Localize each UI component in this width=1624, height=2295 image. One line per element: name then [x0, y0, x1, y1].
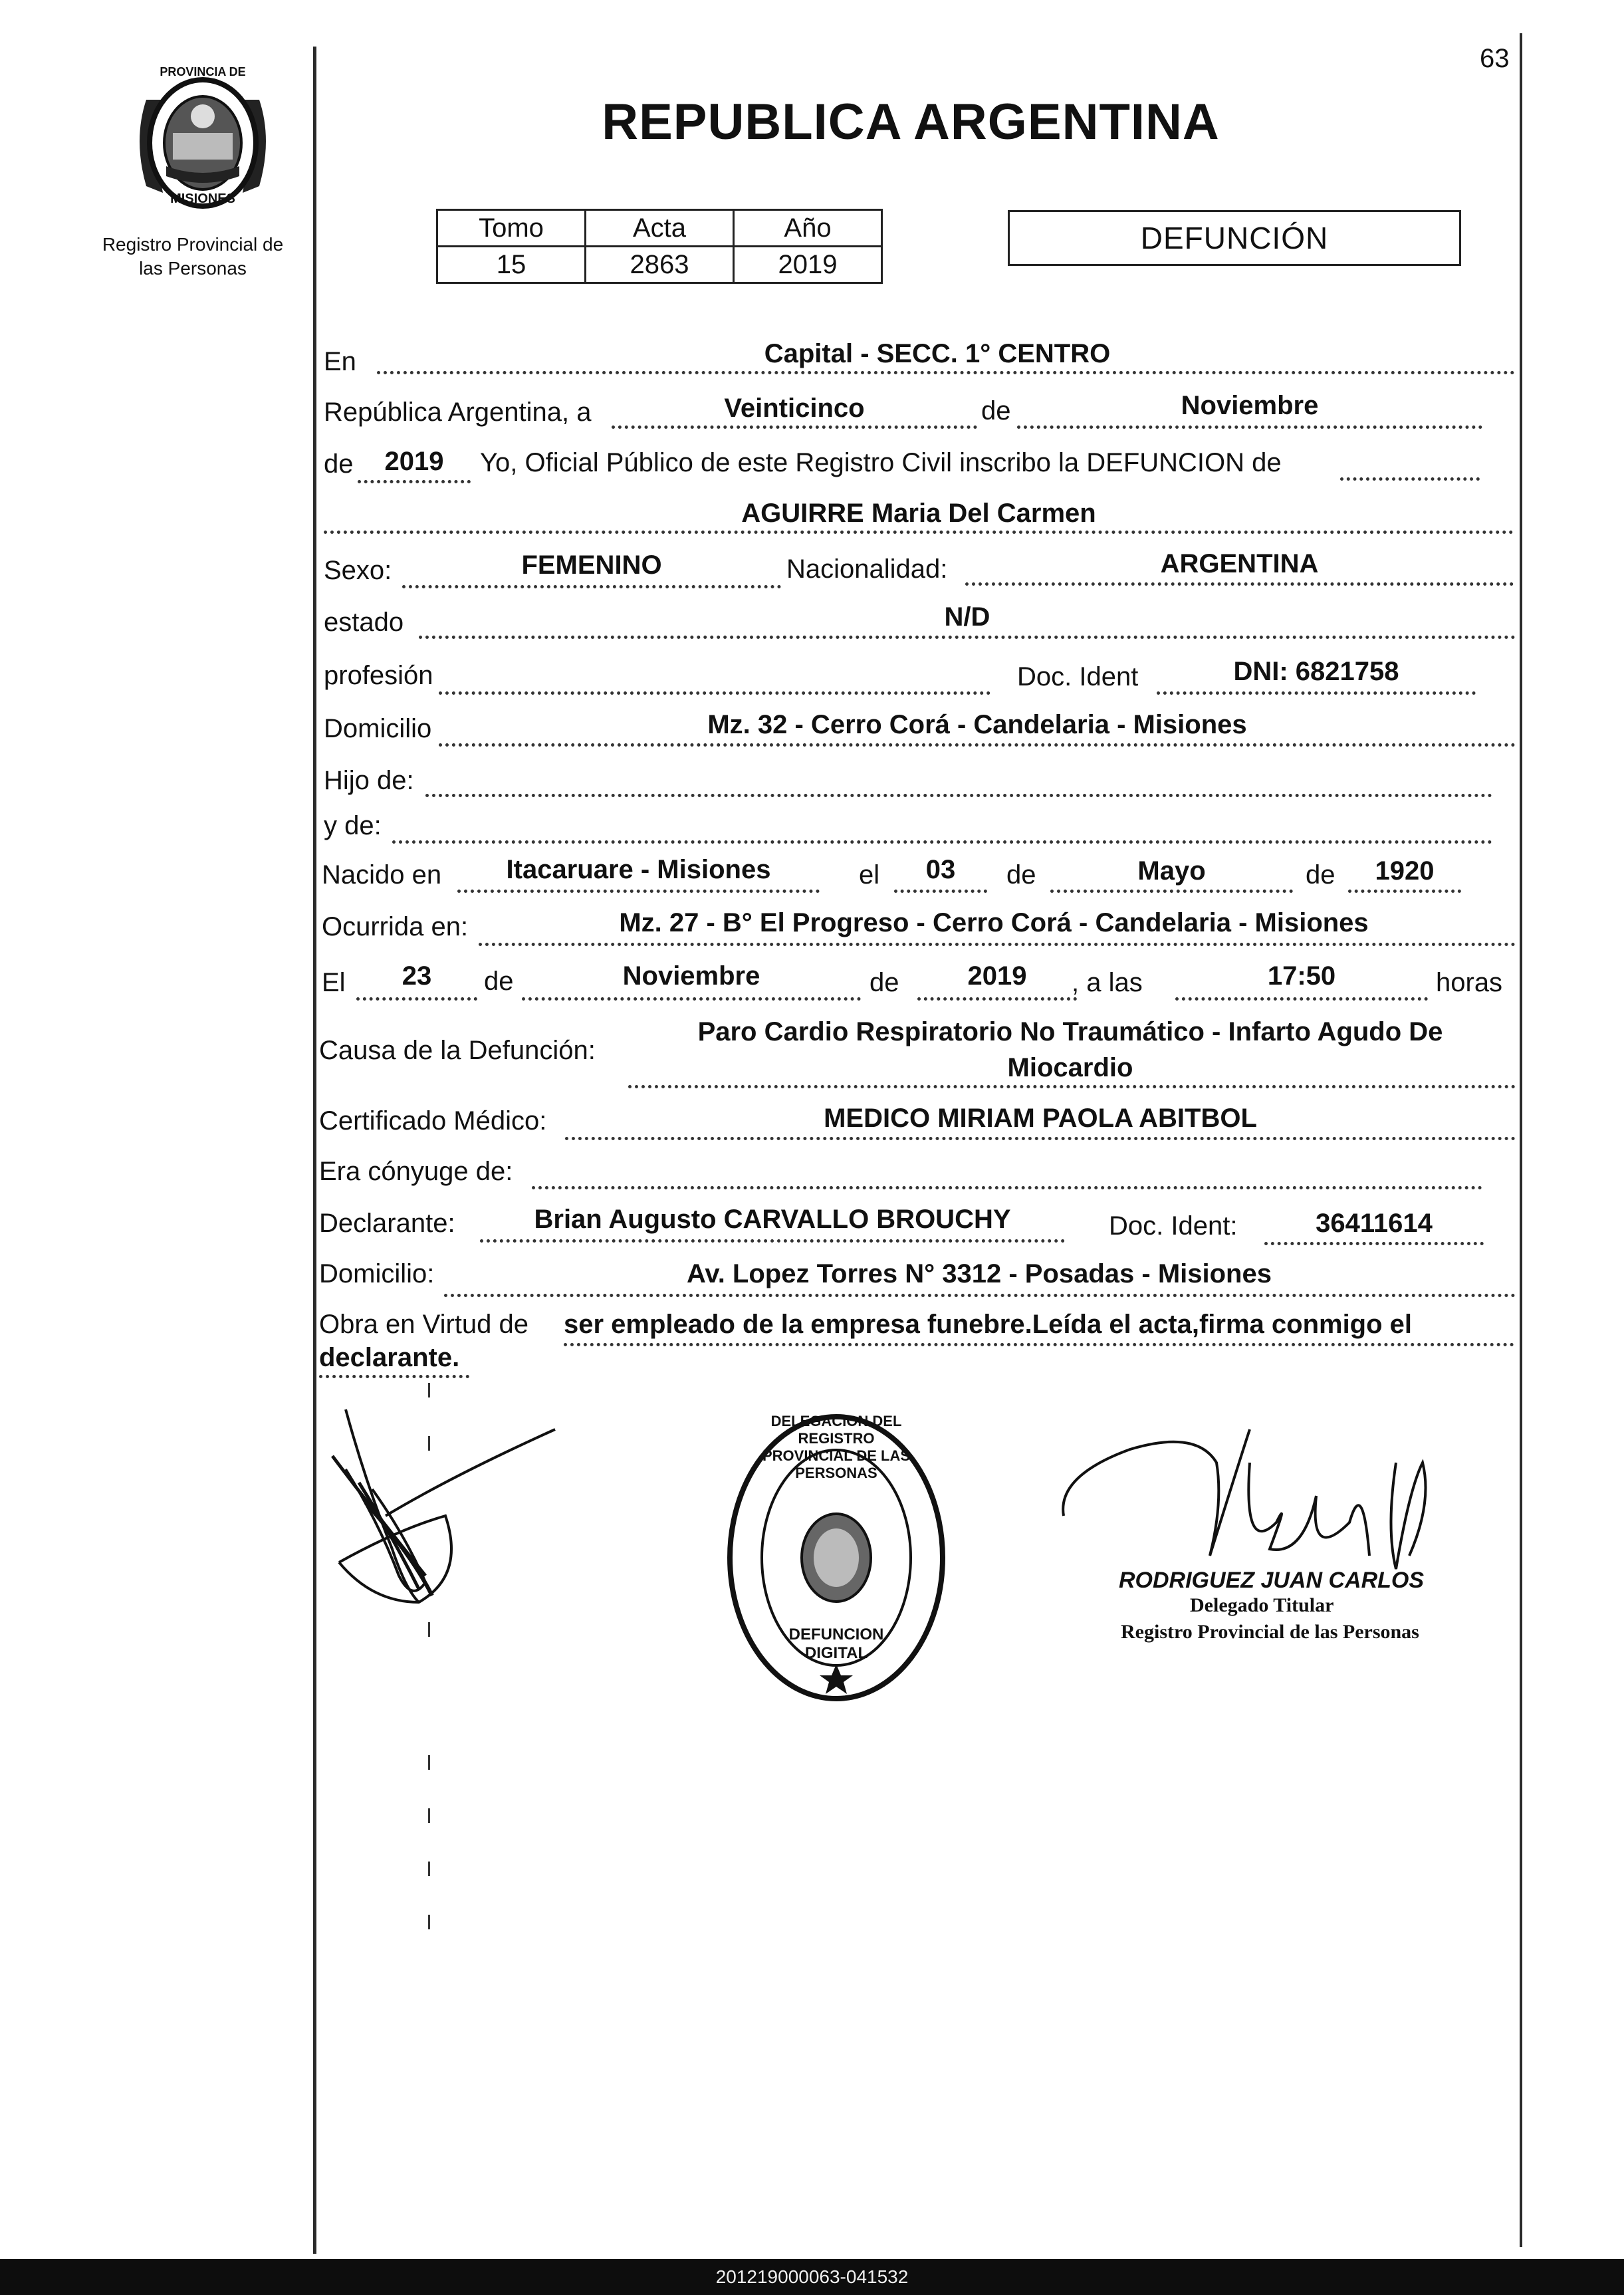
estado-label: estado: [324, 608, 404, 637]
declarante-label: Declarante:: [319, 1209, 455, 1238]
logo-text-top: PROVINCIA DE: [160, 65, 246, 78]
right-margin-line: [1520, 33, 1522, 2247]
tomo-header: Tomo: [437, 210, 586, 247]
day-word-value: Veinticinco: [724, 394, 865, 423]
causa-line2: Miocardio: [1007, 1053, 1133, 1082]
registry-caption-line2: las Personas: [139, 258, 247, 279]
en-dots: [377, 371, 1515, 374]
en-value: Capital - SECC. 1° CENTRO: [764, 339, 1111, 368]
oficial-dots: [1340, 477, 1480, 481]
domicilio-dots: [439, 743, 1516, 747]
nacido-anio-dots: [1348, 890, 1461, 893]
conyuge-label: Era cónyuge de:: [319, 1157, 513, 1186]
sexo-dots: [402, 585, 781, 588]
record-type-box: DEFUNCIÓN: [1008, 210, 1461, 266]
estado-dots: [419, 636, 1516, 639]
page-number: 63: [1480, 44, 1510, 73]
republica-label: República Argentina, a: [324, 398, 592, 427]
oficial-text: Yo, Oficial Público de este Registro Civil inscribo la DEFUNCION de: [480, 448, 1282, 477]
anio-header: Año: [734, 210, 882, 247]
obra-label: Obra en Virtud de: [319, 1310, 529, 1339]
year-value: 2019: [384, 447, 444, 476]
obra-value-1: ser empleado de la empresa funebre.Leída el acta,firma conmigo el: [564, 1310, 1413, 1339]
certificado-dots: [565, 1137, 1516, 1140]
fallec-anio-dots: [917, 997, 1077, 1001]
nacido-de-label-2: de: [1306, 860, 1335, 890]
fallec-dia-dots: [356, 997, 477, 1001]
nacido-lugar-value: Itacaruare - Misiones: [506, 855, 771, 884]
footer-code-bar: 201219000063-041532: [0, 2259, 1624, 2295]
y-de-label: y de:: [324, 811, 382, 840]
domicilio-label: Domicilio: [324, 714, 432, 743]
hora-dots: [1175, 997, 1428, 1001]
tomo-value: 15: [437, 247, 586, 283]
officer-signature-icon: [1050, 1423, 1449, 1576]
deceased-name: AGUIRRE Maria Del Carmen: [741, 499, 1096, 528]
ocurrida-dots: [479, 943, 1516, 946]
nacido-mes-dots: [1050, 890, 1293, 893]
horas-label: horas: [1436, 968, 1503, 997]
profesion-label: profesión: [324, 661, 433, 690]
acta-header: Acta: [586, 210, 734, 247]
nacionalidad-dots: [965, 582, 1514, 586]
year-dots: [358, 480, 471, 483]
certificado-value: MEDICO MIRIAM PAOLA ABITBOL: [824, 1104, 1257, 1133]
nacido-label: Nacido en: [322, 860, 442, 890]
en-label: En: [324, 347, 356, 376]
left-margin-line: [313, 47, 316, 2254]
ocurrida-value: Mz. 27 - B° El Progreso - Cerro Corá - Candelaria - Misiones: [619, 908, 1369, 937]
decl-doc-dots: [1264, 1242, 1484, 1245]
anio-value: 2019: [734, 247, 882, 283]
de-label-1: de: [981, 396, 1011, 425]
obra-dots-1: [564, 1343, 1514, 1346]
day-dots: [612, 425, 977, 429]
officer-name: RODRIGUEZ JUAN CARLOS: [1119, 1568, 1425, 1593]
registry-caption-line1: Registro Provincial de: [102, 234, 284, 255]
month-dots: [1017, 425, 1482, 429]
profesion-dots: [439, 691, 990, 695]
fallec-de-label-2: de: [870, 968, 899, 997]
de-label-2: de: [324, 449, 354, 479]
nacido-anio-value: 1920: [1375, 856, 1435, 886]
doc-ident-dots: [1157, 691, 1476, 695]
doc-ident-value: DNI: 6821758: [1233, 657, 1399, 686]
nacido-mes-value: Mayo: [1137, 856, 1206, 886]
nacido-dia-value: 03: [925, 855, 956, 884]
declarante-value: Brian Augusto CARVALLO BROUCHY: [534, 1205, 1011, 1234]
nacionalidad-label: Nacionalidad:: [786, 554, 948, 584]
causa-line1: Paro Cardio Respiratorio No Traumático - Infarto Agudo De: [697, 1017, 1443, 1046]
reference-table: [436, 209, 883, 284]
nacido-lugar-dots: [457, 890, 820, 893]
fallec-de-label-1: de: [484, 967, 514, 996]
decl-doc-value: 36411614: [1316, 1209, 1433, 1238]
seal-inner-text: DEFUNCION DIGITAL: [788, 1626, 884, 1662]
hijo-dots: [425, 794, 1492, 797]
officer-signature: [1050, 1423, 1449, 1576]
document-title: REPUBLICA ARGENTINA: [602, 94, 1220, 150]
name-dots: [324, 531, 1514, 534]
causa-dots: [628, 1085, 1516, 1088]
estado-value: N/D: [944, 602, 990, 632]
nacionalidad-value: ARGENTINA: [1160, 549, 1319, 578]
nacido-de-label-1: de: [1006, 860, 1036, 890]
acta-value: 2863: [586, 247, 734, 283]
obra-dots-2: [319, 1375, 469, 1378]
decl-doc-label: Doc. Ident:: [1109, 1211, 1238, 1241]
fallec-mes-value: Noviembre: [622, 961, 760, 991]
officer-role: Delegado Titular: [1190, 1594, 1334, 1616]
domicilio2-label: Domicilio:: [319, 1259, 435, 1288]
declarant-signature: [319, 1403, 572, 1629]
hora-value: 17:50: [1267, 961, 1336, 991]
seal-ring-text: DELEGACION DEL REGISTRO PROVINCIAL DE LAS PERSONAS: [762, 1413, 911, 1481]
nacido-el-label: el: [859, 860, 880, 890]
el-label-2: El: [322, 968, 346, 997]
registry-caption: [80, 233, 306, 281]
certificado-label: Certificado Médico:: [319, 1106, 547, 1136]
sexo-value: FEMENINO: [521, 550, 662, 580]
a-las-label: , a las: [1072, 968, 1143, 997]
officer-office: Registro Provincial de las Personas: [1121, 1621, 1419, 1643]
declarant-signature-icon: [319, 1403, 572, 1629]
month-value: Noviembre: [1181, 391, 1319, 420]
doc-ident-label: Doc. Ident: [1017, 662, 1139, 691]
y-de-dots: [392, 840, 1492, 844]
fallec-mes-dots: [522, 997, 861, 1001]
nacido-dia-dots: [894, 890, 987, 893]
declarante-dots: [480, 1239, 1065, 1243]
ocurrida-label: Ocurrida en:: [322, 912, 469, 941]
causa-label: Causa de la Defunción:: [319, 1036, 596, 1065]
domicilio2-dots: [444, 1294, 1516, 1297]
fallec-anio-value: 2019: [967, 961, 1027, 991]
logo-text-bottom: MISIONES: [170, 191, 235, 206]
hijo-label: Hijo de:: [324, 766, 414, 795]
domicilio-value: Mz. 32 - Cerro Corá - Candelaria - Misiones: [707, 710, 1247, 739]
fallec-dia-value: 23: [402, 961, 432, 991]
domicilio2-value: Av. Lopez Torres N° 3312 - Posadas - Misiones: [687, 1259, 1272, 1288]
conyuge-dots: [532, 1186, 1482, 1189]
sexo-label: Sexo:: [324, 556, 392, 585]
obra-value-2: declarante.: [319, 1343, 460, 1372]
